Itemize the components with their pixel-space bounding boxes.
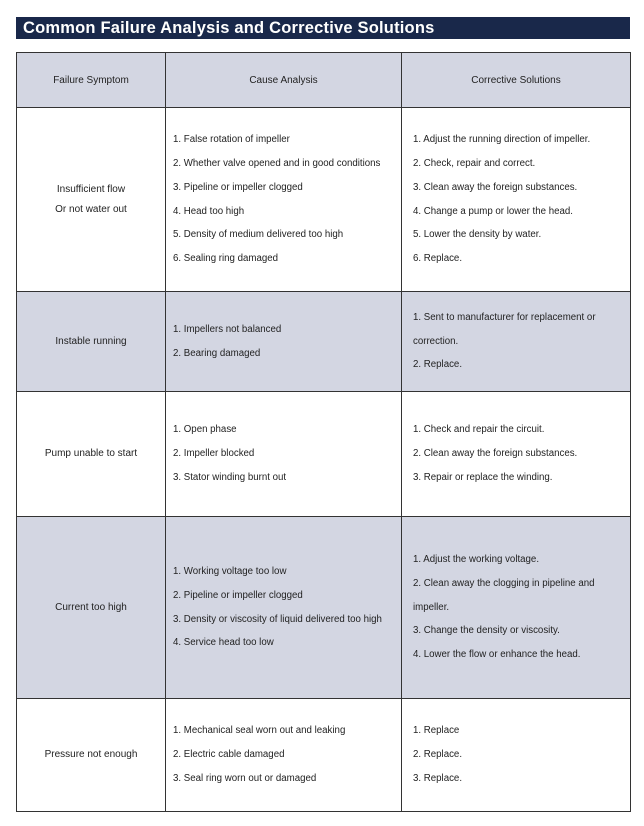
- solution-item: 2. Replace.: [413, 749, 463, 761]
- table-row: [17, 292, 631, 392]
- solution-item: 1. Adjust the running direction of impeller.: [413, 134, 591, 146]
- solution-cell: [402, 517, 631, 699]
- symptom-cell: [17, 699, 166, 812]
- header-failure-symptom: Failure Symptom: [17, 53, 166, 108]
- header-corrective-solutions: Corrective Solutions: [402, 53, 631, 108]
- cause-item: 2. Whether valve opened and in good conditions: [173, 157, 381, 169]
- cause-item: 1. Impellers not balanced: [173, 323, 282, 335]
- symptom-text: Pump unable to start: [44, 448, 138, 459]
- table-row: [17, 108, 631, 292]
- solution-cell: [402, 292, 631, 392]
- cause-item: 2. Pipeline or impeller clogged: [173, 589, 303, 601]
- solution-cell: [402, 392, 631, 517]
- cause-item: 1. Open phase: [173, 424, 237, 436]
- solution-item: 1. Check and repair the circuit.: [413, 424, 545, 436]
- header-cause-analysis: Cause Analysis: [166, 53, 402, 108]
- symptom-text: Insufficient flow: [56, 183, 126, 195]
- cause-item: 2. Bearing damaged: [173, 347, 261, 359]
- symptom-cell: [17, 108, 166, 292]
- solution-cell: [402, 699, 631, 812]
- symptom-cell: [17, 292, 166, 392]
- cause-item: 1. False rotation of impeller: [173, 134, 290, 146]
- symptom-text: Instable running: [55, 335, 127, 347]
- failure-analysis-table: [16, 52, 631, 812]
- cause-item: 6. Sealing ring damaged: [173, 253, 279, 265]
- table-header-row: [17, 53, 631, 108]
- cause-cell: [166, 517, 402, 699]
- solution-item: 4. Lower the flow or enhance the head.: [413, 649, 581, 661]
- solution-item: 3. Repair or replace the winding.: [413, 471, 553, 483]
- solution-item: 2. Clean away the clogging in pipeline and: [413, 577, 595, 589]
- cause-item: 5. Density of medium delivered too high: [173, 229, 344, 241]
- title-bar: [16, 17, 630, 39]
- solution-item: 5. Lower the density by water.: [413, 229, 542, 241]
- cause-item: 1. Mechanical seal worn out and leaking: [173, 725, 346, 737]
- solution-item: 3. Clean away the foreign substances.: [413, 181, 578, 193]
- table-row: [17, 517, 631, 699]
- symptom-text: Or not water out: [55, 203, 127, 215]
- solution-item: impeller.: [413, 601, 450, 613]
- symptom-text: Current too high: [55, 601, 127, 613]
- solution-item: 2. Check, repair and correct.: [413, 157, 536, 169]
- cause-item: 3. Density or viscosity of liquid delivered too high: [173, 613, 382, 625]
- cause-item: 1. Working voltage too low: [173, 565, 287, 577]
- page-title: Common Failure Analysis and Corrective Solutions: [23, 19, 435, 37]
- symptom-text: Pressure not enough: [44, 749, 138, 760]
- table-row: [17, 699, 631, 812]
- cause-cell: [166, 292, 402, 392]
- cause-item: 3. Stator winding burnt out: [173, 471, 287, 483]
- solution-cell: [402, 108, 631, 292]
- solution-item: 2. Replace.: [413, 359, 463, 371]
- cause-cell: [166, 699, 402, 812]
- table-row: [17, 392, 631, 517]
- cause-item: 4. Service head too low: [173, 637, 274, 649]
- solution-item: 6. Replace.: [413, 253, 463, 265]
- cause-item: 4. Head too high: [173, 205, 245, 217]
- solution-item: 2. Clean away the foreign substances.: [413, 448, 578, 460]
- cause-item: 2. Impeller blocked: [173, 448, 255, 460]
- solution-item: 1. Sent to manufacturer for replacement or: [413, 311, 596, 323]
- solution-item: 1. Adjust the working voltage.: [413, 554, 540, 565]
- solution-item: 1. Replace: [413, 725, 460, 737]
- symptom-cell: [17, 392, 166, 517]
- solution-item: correction.: [413, 335, 459, 347]
- symptom-cell: [17, 517, 166, 699]
- solution-item: 4. Change a pump or lower the head.: [413, 205, 573, 217]
- cause-item: 3. Pipeline or impeller clogged: [173, 181, 303, 193]
- cause-item: 2. Electric cable damaged: [173, 749, 285, 761]
- cause-item: 3. Seal ring worn out or damaged: [173, 772, 317, 784]
- solution-item: 3. Replace.: [413, 772, 463, 784]
- solution-item: 3. Change the density or viscosity.: [413, 625, 560, 637]
- cause-cell: [166, 108, 402, 292]
- cause-cell: [166, 392, 402, 517]
